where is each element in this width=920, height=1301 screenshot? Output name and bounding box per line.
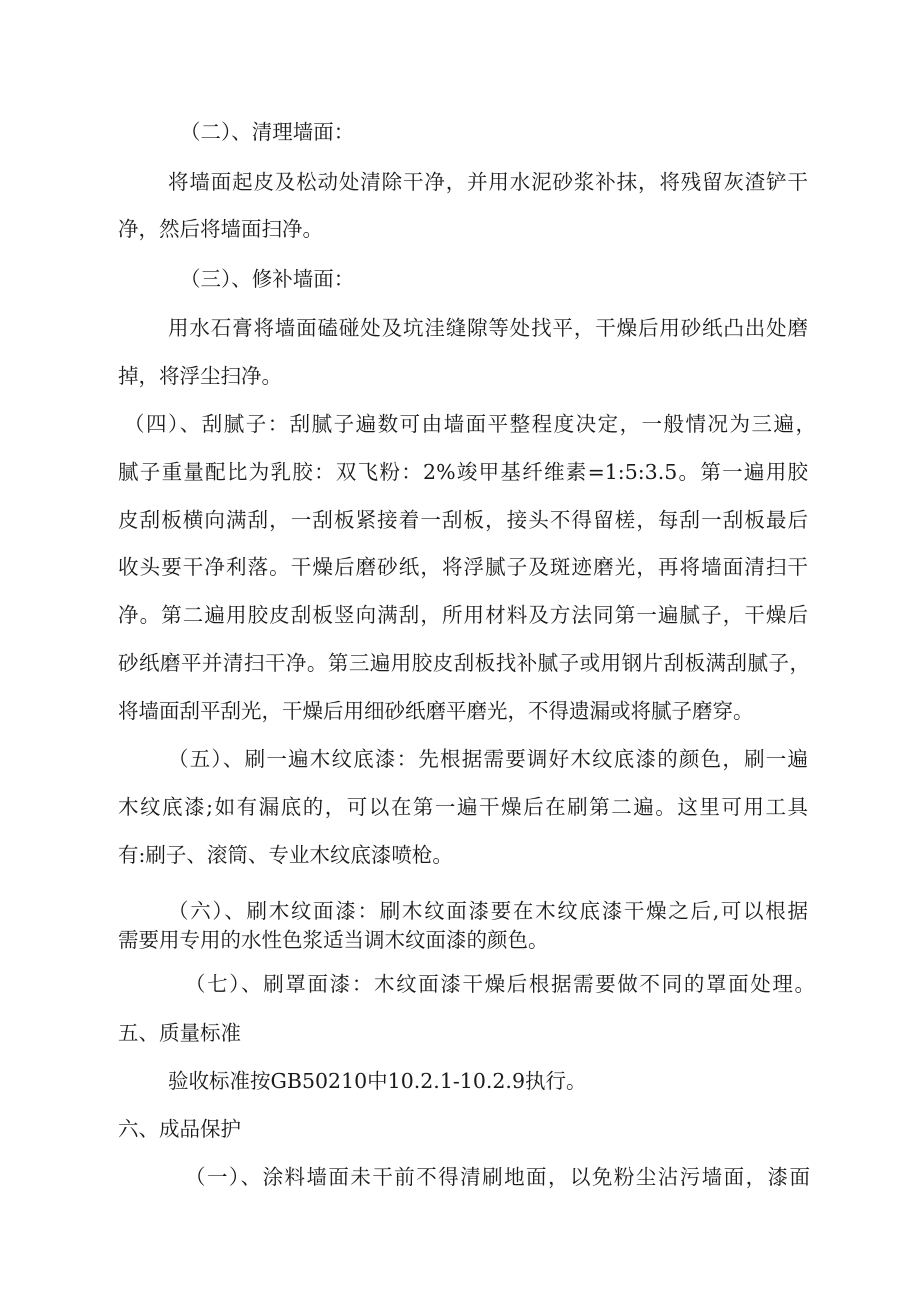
section-heading-wood-primer: （五）、刷一遍木纹底漆：先根据需要调好木纹底漆的颜色，刷一遍 [168, 747, 808, 771]
paragraph-line: 有:刷子、滚筒、专业木纹底漆喷枪。 [118, 843, 453, 867]
paragraph-line: 皮刮板横向满刮，一刮板紧接着一刮板，接头不得留槎，每刮一刮板最后 [118, 508, 808, 532]
paragraph-line: 腻子重量配比为乳胶：双飞粉：2%竣甲基纤维素=1:5:3.5。第一遍用胶 [118, 460, 808, 484]
paragraph-line: 掉，将浮尘扫净。 [118, 364, 282, 388]
paragraph-line: 需要用专用的水性色浆适当调木纹面漆的颜色。 [118, 928, 549, 952]
paragraph-line: 木纹底漆;如有漏底的，可以在第一遍干燥后在刷第二遍。这里可用工具 [118, 795, 808, 819]
paragraph-line: 将墙面刮平刮光，干燥后用细砂纸磨平磨光，不得遗漏或将腻子磨穿。 [118, 699, 754, 723]
section-heading-repair-wall: （三）、修补墙面： [180, 267, 355, 291]
paragraph-line: 净，然后将墙面扫净。 [118, 217, 323, 241]
section-heading-clear-coat: （七）、刷罩面漆：木纹面漆干燥后根据需要做不同的罩面处理。 [185, 972, 815, 996]
section-heading-clean-wall: （二）、清理墙面： [180, 120, 355, 144]
paragraph-line: （一）、涂料墙面未干前不得清刷地面，以免粉尘沾污墙面，漆面 [185, 1165, 810, 1189]
paragraph-line: 验收标准按GB50210中10.2.1-10.2.9执行。 [168, 1069, 587, 1093]
paragraph-line: 净。第二遍用胶皮刮板竖向满刮，所用材料及方法同第一遍腻子，干燥后 [118, 603, 808, 627]
paragraph-line: 用水石膏将墙面磕碰处及坑洼缝隙等处找平，干燥后用砂纸凸出处磨 [168, 316, 808, 340]
section-heading-putty: （四）、刮腻子：刮腻子遍数可由墙面平整程度决定，一般情况为三遍， [124, 412, 816, 436]
paragraph-line: 将墙面起皮及松动处清除干净，并用水泥砂浆补抹，将残留灰渣铲干 [168, 170, 808, 194]
paragraph-line: 砂纸磨平并清扫干净。第三遍用胶皮刮板找补腻子或用钢片刮板满刮腻子， [118, 651, 810, 675]
paragraph-line: 收头要干净利落。干燥后磨砂纸，将浮腻子及斑迹磨光，再将墙面清扫干 [118, 555, 808, 579]
heading-quality-standard: 五、质量标准 [118, 1021, 241, 1045]
heading-product-protection: 六、成品保护 [118, 1117, 241, 1141]
section-heading-wood-topcoat: （六）、刷木纹面漆：刷木纹面漆要在木纹底漆干燥之后,可以根据 [168, 899, 808, 923]
